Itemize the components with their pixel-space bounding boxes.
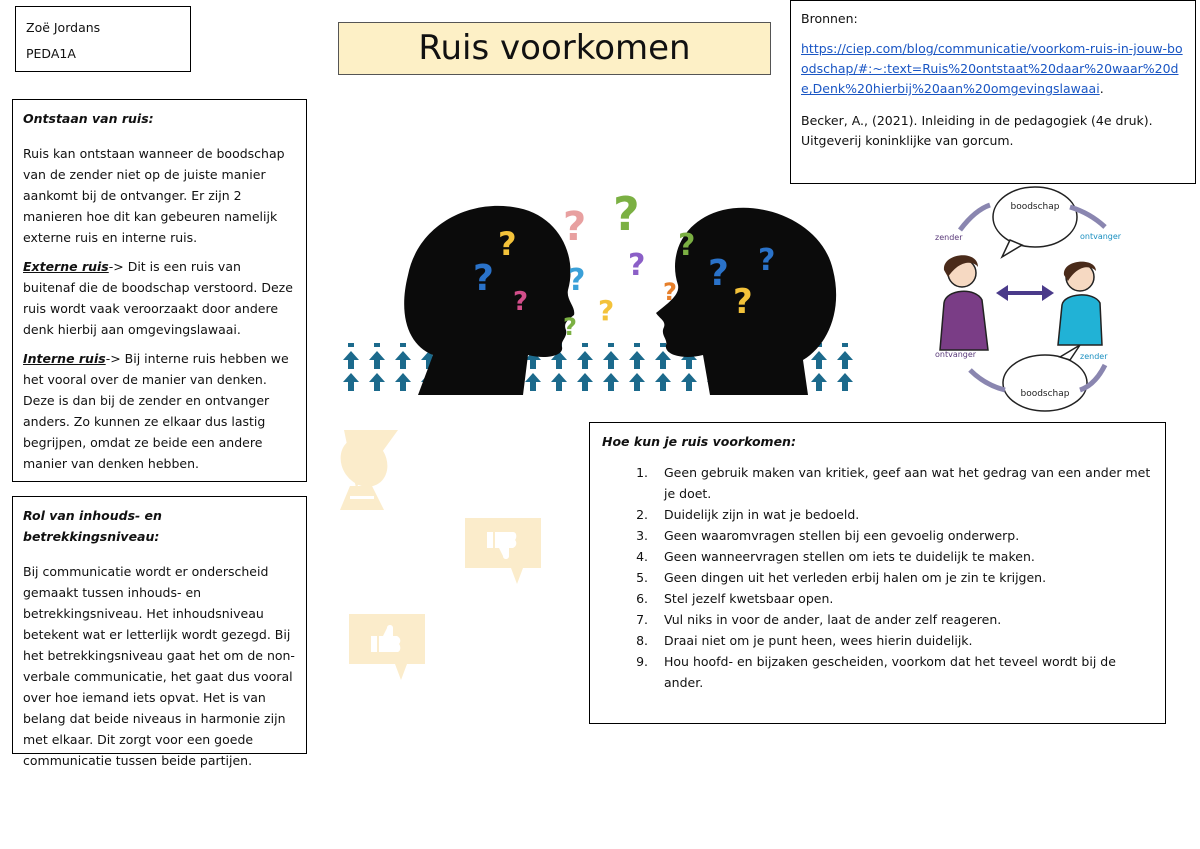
- tips-section: [589, 422, 1166, 724]
- bottom-bubble-label: boodschap: [1020, 389, 1070, 399]
- question-mark-icon: ?: [563, 204, 587, 250]
- thumbs-down-icon: [465, 518, 541, 584]
- author-box: [15, 6, 191, 72]
- question-mark-icon: ?: [513, 287, 529, 317]
- label-ontvanger-left: ontvanger: [935, 350, 977, 359]
- sources-box: [790, 0, 1196, 184]
- list-item: 7. Vul niks in voor de ander, laat de ander zelf reageren.: [652, 609, 1153, 630]
- levels-section: [12, 496, 307, 768]
- question-mark-icon: ?: [678, 228, 696, 263]
- internal-noise-paragraph: [23, 348, 296, 474]
- author-name: Zoë Jordans: [26, 20, 101, 35]
- communication-cycle-diagram: [930, 185, 1165, 415]
- internal-noise-text: -> Bij interne ruis hebben we het vooral over de manier van denken. Deze is dan bij de zender en ontvanger anders. Zo kunnen ze elkaar dus lastig begrijpen, omdat ze beide een andere manier van denken hebben.: [23, 351, 289, 471]
- origin-section: [12, 99, 307, 482]
- question-mark-icon: ?: [663, 278, 677, 306]
- question-mark-icon: ?: [628, 248, 646, 283]
- list-item: 9. Hou hoofd- en bijzaken gescheiden, voorkom dat het teveel wordt bij de ander.: [652, 651, 1153, 693]
- levels-text: Bij communicatie wordt er onderscheid gemaakt tussen inhouds- en betrekkingsniveau. Het inhoudsniveau betekent wat er letterlijk wordt gezegd. Bij het betrekkingsniveau gaat het om de non-verbale communicatie, het gaat dus vooral over hoe iemand iets opvat. Het is van belang dat beide niveaus in harmonie zijn met elkaar. Dit zorgt voor een goede communicatie tussen beide partijen.: [23, 564, 295, 768]
- person-left-body: [940, 291, 988, 350]
- list-item: 5. Geen dingen uit het verleden erbij halen om je zin te krijgen.: [652, 567, 1153, 588]
- list-item: 3. Geen waaromvragen stellen bij een gevoelig onderwerp.: [652, 525, 1153, 546]
- tips-heading: Hoe kun je ruis voorkomen:: [602, 434, 796, 449]
- heads-question-marks-image: [338, 195, 861, 395]
- list-item: 2. Duidelijk zijn in wat je bedoeld.: [652, 504, 1153, 525]
- question-mark-icon: ?: [733, 282, 753, 322]
- page-title: Ruis voorkomen: [338, 22, 771, 75]
- source-link[interactable]: https://ciep.com/blog/communicatie/voorkom-ruis-in-jouw-boodschap/#:~:text=Ruis%20ontstaat%20daar%20waar%20de,Denk%20hierbij%20aan%20omgevingslawaai: [801, 41, 1183, 96]
- origin-intro: Ruis kan ontstaan wanneer de boodschap van de zender niet op de juiste manier aankomt bij de ontvanger. Er zijn 2 manieren hoe dit kan gebeuren namelijk externe ruis en interne ruis.: [23, 146, 285, 245]
- label-zender-left: zender: [935, 233, 963, 242]
- tips-list: [602, 462, 1153, 693]
- satellite-dish-icon: [336, 426, 406, 512]
- author-class: PEDA1A: [26, 46, 76, 61]
- speech-bubble-top: [993, 187, 1077, 247]
- list-item: 4. Geen wanneervragen stellen om iets te duidelijk te maken.: [652, 546, 1153, 567]
- list-item: 8. Draai niet om je punt heen, wees hierin duidelijk.: [652, 630, 1153, 651]
- origin-heading: Ontstaan van ruis:: [23, 111, 154, 126]
- person-right-body: [1058, 295, 1102, 345]
- source-link-end: .: [1099, 81, 1104, 96]
- question-mark-icon: ?: [568, 263, 586, 298]
- external-noise-term: Externe ruis: [23, 259, 109, 274]
- question-mark-icon: ?: [598, 294, 615, 327]
- internal-noise-term: Interne ruis: [23, 351, 106, 366]
- thumbs-up-icon: [349, 614, 425, 680]
- question-mark-icon: ?: [708, 253, 729, 294]
- external-noise-text: -> Dit is een ruis van buitenaf die de boodschap verstoord. Deze ruis wordt vaak veroorzaakt door andere denk hierbij aan omgevingslawaai.: [23, 259, 293, 337]
- top-bubble-label: boodschap: [1010, 202, 1060, 212]
- levels-heading: Rol van inhouds- en betrekkingsniveau:: [23, 508, 162, 544]
- question-mark-icon: ?: [498, 225, 517, 263]
- speech-bubble-bottom: [1003, 355, 1087, 411]
- label-zender-right: zender: [1080, 352, 1108, 361]
- question-mark-icon: ?: [613, 195, 640, 241]
- question-mark-icon: ?: [563, 313, 577, 341]
- list-item: 1. Geen gebruik maken van kritiek, geef aan wat het gedrag van een ander met je doet.: [652, 462, 1153, 504]
- external-noise-paragraph: [23, 256, 296, 340]
- list-item: 6. Stel jezelf kwetsbaar open.: [652, 588, 1153, 609]
- sources-heading: Bronnen:: [801, 11, 858, 26]
- source-book: Becker, A., (2021). Inleiding in de pedagogiek (4e druk). Uitgeverij koninklijke van gorcum.: [801, 113, 1153, 148]
- question-mark-icon: ?: [473, 258, 494, 299]
- label-ontvanger-right: ontvanger: [1080, 232, 1122, 241]
- question-mark-icon: ?: [758, 243, 776, 278]
